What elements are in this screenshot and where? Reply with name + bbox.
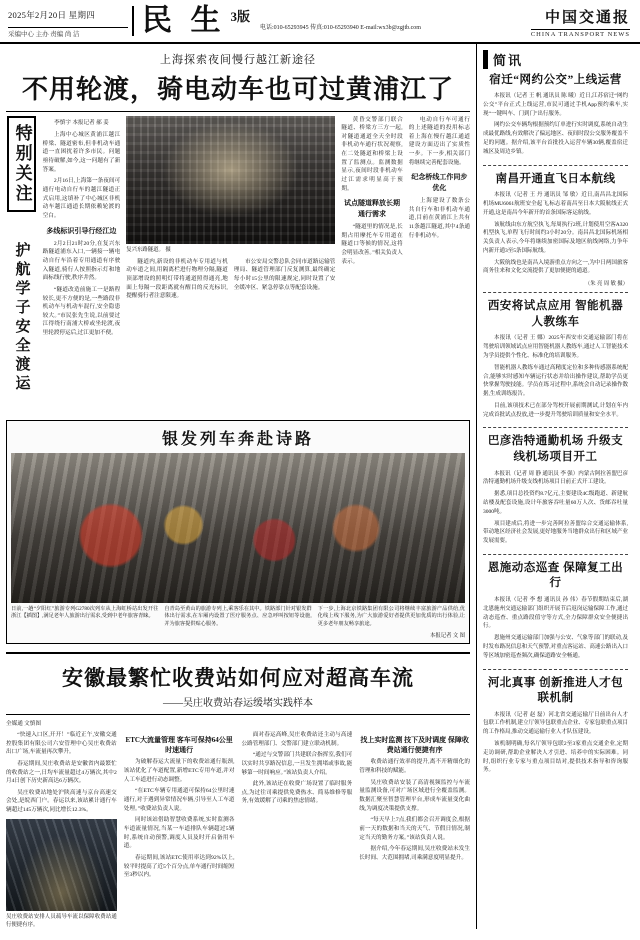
story2-column-3 bbox=[242, 731, 353, 929]
special-focus-badge: 特别关注 bbox=[7, 116, 36, 212]
second-story-byline: 全媒通 文慎图 bbox=[6, 720, 41, 727]
paragraph: 上海中心城区黄浦江越江桥梁、隧道密布,但非机动车通道一直困扰着许多市民。问题亟待破解,如今,这一问题有了新答案。 bbox=[42, 132, 121, 173]
brand-name-cn: 中国交通报 bbox=[544, 10, 630, 26]
brief-signature: （朱 亮 周 敏 摄） bbox=[584, 281, 628, 288]
paragraph: 目前,该项技术已在部分驾校开展前期测试,计划在年内完成首批试点投放,进一步提升驾驶培训质量和安全水平。 bbox=[483, 402, 628, 418]
lead-column-2-text bbox=[126, 258, 335, 304]
paragraph: 本报讯（记者 周 静 通讯员 李 强）内蒙古阿拉善盟巴彦浩特通勤机场升级支线机场项目日前正式开工建设。 bbox=[483, 470, 628, 486]
lead-byline: 李慎宇 本报记者 郝 姜 bbox=[54, 119, 109, 126]
feature-caption-middle: 自青岛至黄山的旅游专列上,乘客乐在其中。铁路部门针对银发群体出行需求,在车厢内设置了医疗服务点、应急呼叫按钮等设施,并为旅客提供贴心服务。 bbox=[164, 605, 312, 628]
paragraph: 该机制明确,每名厅领导包联2至3家重点交通企业,定期走访调研,帮助企业解决人才引进、培养中的实际困难。同时,组织行业专家与重点项目结对,提供技术指导和咨询服务。 bbox=[483, 740, 628, 774]
paragraph: 网约公交车辆均根据预约订单进行实时调度,系统自动生成最优路线,有效解决了偏远地区、夜间时段公交服务覆盖不足的问题。据介绍,该平台首批投入运营车辆30辆,覆盖宿迁城区及周边乡镇。 bbox=[483, 122, 628, 155]
story2-column-1 bbox=[6, 731, 117, 929]
second-story-subhead: ——吴庄收费站春运缓堵实践样本 bbox=[163, 697, 313, 709]
masthead-left bbox=[8, 6, 128, 40]
paragraph: 项目建成后,将进一步完善阿拉善盟综合交通运输体系,带动地区经济社会发展,更好地服务当地群众出行和区域产业发展需要。 bbox=[483, 520, 628, 545]
paragraph: 大阪航线也是南昌入境游重点方向之一,为中日两国旅客商务往来和文化交流提供了更加便捷的通道。 bbox=[483, 259, 628, 275]
paragraph: 吴庄收费站地处沪陕高速与京台高速交会处,是皖西门户。春运以来,该站累计通行车辆超过145万辆次,同比增长12.3%。 bbox=[6, 789, 117, 814]
paragraph: 上海建设了数条公共自行车和非机动车通道,目前在黄浦江上共有11条越江隧道,其中4条通行非机动车。 bbox=[408, 198, 471, 239]
subheading: 多线标识引导行经江边 bbox=[46, 226, 117, 235]
paragraph: 春运期间,吴庄收费站是安徽省内最繁忙的收费站之一,日均车流量超过4万辆次,其中2月4日创下历史新高达6万辆次。 bbox=[6, 760, 117, 785]
photo-feature bbox=[6, 420, 470, 644]
brief-item bbox=[483, 73, 628, 166]
paragraph: 2月2日21时20分,在复兴东路隧道浦东入口,一辆接一辆电动自行车沿着专用通道有序驶入隧道,骑行人按照指示灯和地面标线行驶,秩序井然。 bbox=[42, 240, 121, 282]
photo-caption-text: 复兴东路隧道。 bbox=[126, 246, 164, 253]
paragraph: 面对春运高峰,吴庄收费站还主动与高速公路管理部门、交警部门建立联动机制。 bbox=[241, 731, 353, 747]
divider bbox=[6, 111, 470, 112]
brief-title: 巴彦浩特通勤机场 升级支线机场项目开工 bbox=[487, 435, 624, 463]
lead-kicker: 上海探索夜间慢行越江新途径 bbox=[160, 53, 316, 66]
page-body bbox=[0, 44, 640, 930]
paragraph: “隧道里的情况是,长期占用摩托车专用道在隧道口等候的情况,这将会明显改善。”相关负责人表示。 bbox=[341, 224, 403, 265]
paragraph: “通过与交警部门共建联合指挥室,我们可以实时共享路况信息,一旦发生拥堵或事故,能够第一时间响应。”该站负责人介绍。 bbox=[241, 752, 353, 776]
paragraph: 本报讯（记者 王 娜）2025年西安市交通运输部门将在驾驶培训领域试点应用智能机器人教练车,通过人工智能技术为学员提供个性化、标准化的培训服务。 bbox=[483, 335, 628, 359]
editor-line: 采编中心 主办 责编 尚 洁 bbox=[8, 27, 128, 40]
brand-name-en: CHINA TRANSPORT NEWS bbox=[530, 31, 630, 38]
paragraph: 此外,该站还在收费广场设置了临时服务点,为过往司乘提供免费热水、简易维修等服务,有效缓解了司乘的焦虑情绪。 bbox=[241, 781, 353, 805]
paragraph: 本报讯（记者 赵 磊）河北省交通运输厅日前出台人才包联工作机制,建立厅领导包联重点企业、专家包联重点项目的工作格局,推动交通运输行业人才队伍建设。 bbox=[483, 711, 628, 736]
edition-badge: 3版 bbox=[230, 9, 250, 24]
lead-column-2 bbox=[126, 116, 335, 413]
paragraph: “每天早上7点,我们都会召开调度会,根据前一天的数据和当天的天气、节假日情况,制定当天的勤务方案。”该站负责人说。 bbox=[359, 817, 470, 841]
paragraph: “在ETC车辆专用通道可保持64公里时速通行,对于遇到异常情况车辆,引导至人工车道处理。”收费站负责人说。 bbox=[123, 788, 235, 812]
lead-column-4 bbox=[409, 116, 470, 413]
lead-column-1 bbox=[43, 116, 121, 413]
train-photo bbox=[11, 453, 465, 603]
main-column bbox=[6, 44, 476, 930]
brief-item bbox=[483, 299, 628, 428]
section-title: 民 生 bbox=[142, 3, 225, 38]
paragraph: “快速入口区,开开！”临近正午,安徽交通控股集团有限公司六安管理中心吴庄收费站出口广场,车流量再次攀升。 bbox=[6, 731, 117, 756]
second-story-headline: 安徽最繁忙收费站如何应对超高车流 bbox=[62, 664, 414, 690]
feature-caption-left: 日前,一趟“夕阳红”旅游专列G2780次列车从上海虹桥站出发开往浙江【插图】,满足老年人旅游出行需求,受到中老年旅客青睐。 bbox=[11, 605, 159, 620]
lead-badge-column bbox=[6, 116, 37, 413]
photo-credit: 摄 bbox=[165, 246, 171, 253]
divider bbox=[6, 714, 470, 715]
paragraph: 市公安局交警总队会同市道路运输管理局、隧道管理部门反复测算,最终确定每小时15公里的限速规定,同时设置了安全缓冲区、紧急停靠点等配套设施。 bbox=[233, 258, 336, 291]
brief-title: 西安将试点应用 智能机器人教练车 bbox=[487, 300, 624, 328]
story2-column-2 bbox=[124, 731, 235, 929]
paragraph: 据悉,项目总投资约8.7亿元,主要建设4C级跑道、新建航站楼及配套设施,设计年旅客吞吐量60万人次、货邮吞吐量3000吨。 bbox=[483, 491, 628, 515]
paragraph: 为破解春运大流量下的收费站通行瓶颈,该站优化了车道配置,新增ETC专用车道,并对人工车道进行动态调整。 bbox=[123, 759, 235, 783]
brief-item bbox=[483, 172, 628, 294]
lead-story-row bbox=[6, 116, 470, 413]
toll-station-photo bbox=[6, 819, 117, 911]
vertical-slogan: 护航学子安全渡运 bbox=[13, 241, 30, 394]
paragraph: “隧道改造前施工一是路程较长,更不方便的是,一些路段非机动车与机动车混行,安全隐患较大。”市民张先生说,以前要过江得绕行南浦大桥或坐轮渡,夜里轮渡停运后,过江更加不便。 bbox=[42, 286, 121, 337]
paragraph: 春运期间,该站ETC使用率达到92%以上,较平时提高了近5个百分点,单车通行时间缩短至3秒以内。 bbox=[123, 855, 235, 879]
sidebar-heading: 简讯 bbox=[483, 50, 628, 69]
brief-title: 南昌开通直飞日本航线 bbox=[495, 172, 616, 185]
subheading: 纪念桥线工作同步优化 bbox=[411, 173, 468, 193]
paragraph: 黄昏交警部门联合隧道、桥梁方三方一起,对隧道通道全天全时段非机动车通行状况观察,在二处隧道和桥梁上设置了监测点。监测数据显示,夜间时段非机动车过江需求明显高于预期。 bbox=[341, 116, 403, 192]
contact-line: 电话:010-65293945 传真:010-65293940 E-mail:wx3b@zgjtb.com bbox=[259, 25, 421, 31]
paragraph: 本报讯（记者 李 想 通讯员 孙 伟）春节假期结束后,湖北恩施州交通运输部门组织开展节后返岗运输保障工作,通过动态巡查、重点路段值守等方式,全力保障群众安全便捷出行。 bbox=[483, 596, 628, 630]
lead-column-3 bbox=[341, 116, 402, 413]
paragraph: 隧道内,新设的非机动车专用道与机动车道之间,用隔离栏进行物理分隔,隧道顶部增设的照明灯带将通道照得通亮,地面上每隔一段距离就有醒目的反光标识,提醒骑行者注意限速。 bbox=[126, 258, 228, 300]
brief-item bbox=[483, 676, 628, 784]
brief-item bbox=[483, 434, 628, 554]
tunnel-photo bbox=[126, 116, 335, 244]
feature-captions bbox=[11, 606, 465, 629]
second-story bbox=[6, 652, 470, 929]
paragraph: 本报讯（记者 王 帆 通讯员 陈 曦）近日,江苏宿迁“网约公交”平台正式上线运营,市民可通过手机App预约乘车,实现“一键叫车、门到门”出行服务。 bbox=[483, 93, 628, 117]
paragraph: 收费站通行效率的提升,离不开精细化的管理和科技的赋能。 bbox=[359, 759, 470, 775]
story2-subhead-2: 找上实时监测 技下及时调度 保障收费站通行便捷有序 bbox=[360, 735, 469, 754]
second-story-columns bbox=[6, 731, 470, 929]
paragraph: 该航线由东方航空执飞,每周执行2班,计划使用空客A320机型执飞,单程飞行时间约3小时20分。南昌昌北国际机场相关负责人表示,今年将继续加密国际及地区航线网络,力争年内新开通3至5条国际航线。 bbox=[483, 221, 628, 254]
lead-headline: 不用轮渡，骑电动车也可过黄浦江了 bbox=[21, 74, 454, 105]
paragraph: 本报讯（记者 王 丹 通讯员 邹 敏）近日,南昌昌北国际机场MU6061航班安全起飞,标志着南昌至日本大阪航线正式开通,这是南昌今年新开的首条国际客运航线。 bbox=[483, 192, 628, 216]
masthead-title-group bbox=[132, 3, 421, 38]
paragraph: 2月16日,上海第一条夜间可通行电动自行车的越江隧道正式启用,这填补了中心城区非机动车越江通道长期依赖轮渡的空白。 bbox=[42, 178, 121, 220]
brief-title: 恩施动态巡查 保障复工出行 bbox=[487, 561, 624, 590]
paragraph: 同时该站借助智慧收费系统,实时监测各车道流量情况,当某一车道排队车辆超过5辆时,系统自动预警,调度人员及时开启备用车道。 bbox=[123, 817, 235, 850]
paragraph: 据介绍,今年春运期间,吴庄收费站未发生长时间、大范围拥堵,司乘满意度明显提升。 bbox=[359, 846, 470, 862]
story2-subhead-1: ETC大流量管理 客车可保持64公里时速通行 bbox=[125, 735, 233, 754]
brief-title: 宿迁“网约公交”上线运营 bbox=[489, 73, 622, 86]
paragraph: 吴庄收费站安装了高清视频监控与车流量监测设备,可对广场区域进行全覆盖监测。数据汇聚至智慧管理平台,形成车流量变化曲线,为调度决策提供支撑。 bbox=[359, 779, 470, 812]
photo-caption bbox=[126, 246, 335, 254]
subheading: 试点隧道释放长期通行需求 bbox=[344, 199, 401, 219]
paragraph: 恩施州交通运输部门加强与公安、气象等部门的联动,及时发布路况信息和天气预警,对重点客运站、高速公路出入口等区域加密巡查频次,确保道路安全畅通。 bbox=[483, 635, 628, 659]
masthead bbox=[0, 0, 640, 44]
story2-column-4 bbox=[359, 731, 470, 929]
brief-item bbox=[483, 561, 628, 670]
publication-date: 2025年2月20日 星期四 bbox=[8, 10, 96, 20]
masthead-brand bbox=[531, 6, 632, 38]
feature-caption-right: 下一步,上海北京铁路集团有限公司将继续丰富旅游产品供给,优化线上线下服务,为广大旅游爱好者提供更加优质的出行体验,让更多老年朋友畅享旅途。 bbox=[317, 605, 465, 628]
feature-title: 银发列车奔赴诗路 bbox=[161, 430, 314, 448]
brief-title: 河北真事 创新推进人才包联机制 bbox=[487, 676, 624, 705]
sidebar-briefs bbox=[476, 44, 628, 930]
paragraph: 智能机器人教练车通过高精度定位和多种传感器系统配合,能够实时感知车辆运行状态并给出操作建议,帮助学员更快掌握驾驶技能。学员在练习过程中,系统会自动记录操作数据,生成训练报告。 bbox=[483, 364, 628, 398]
paragraph: 电动自行车可通行的上述隧道的投用标志着上海在慢行越江通道建设方面迈出了实质性一步。下一步,相关部门将继续完善配套设施。 bbox=[408, 116, 471, 166]
toll-photo-caption: 吴庄收费站安排人员疏导车流以保障收费站通行便捷有序。 bbox=[6, 913, 117, 928]
feature-credit: 本报记者 文 图 bbox=[429, 632, 465, 639]
